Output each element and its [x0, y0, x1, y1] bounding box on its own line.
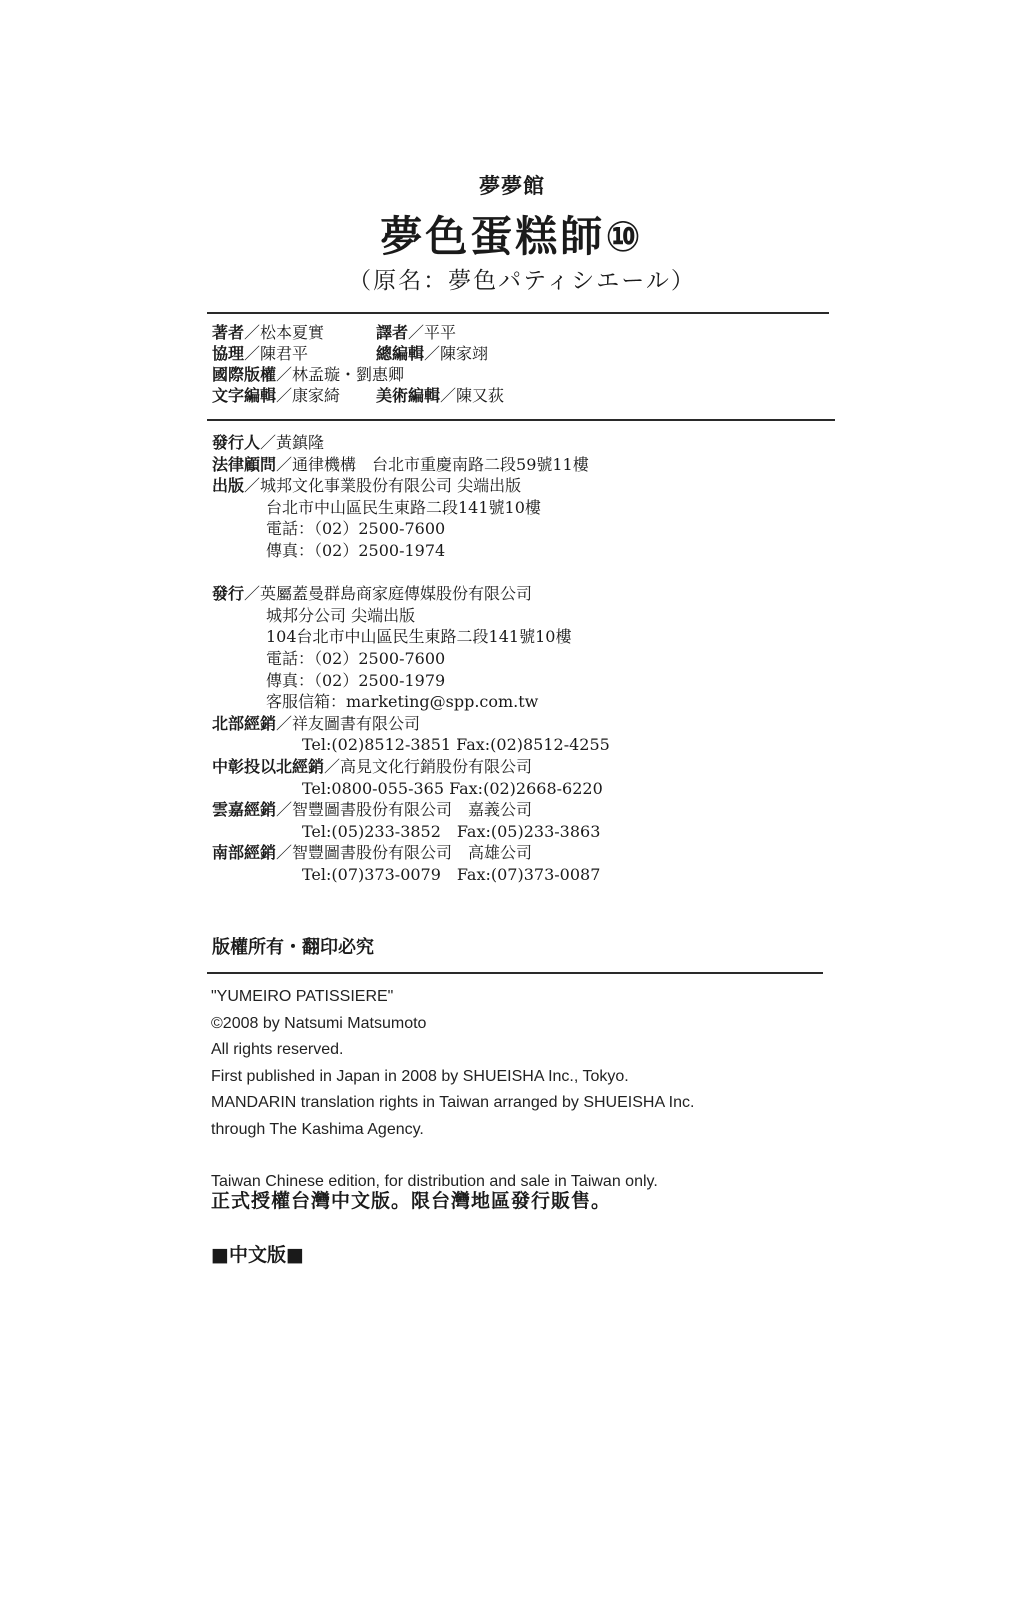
- credit-label: 文字編輯: [212, 386, 277, 405]
- distribution-address: 104台北市中山區民生東路二段141號10樓: [266, 627, 572, 647]
- copyright-line: ©2008 by Natsumi Matsumoto: [211, 1014, 427, 1032]
- publish-address: 台北市中山區民生東路二段141號10樓: [266, 497, 541, 517]
- credit-value: ／陳又荻: [440, 386, 505, 405]
- credit-value: ／陳家翊: [424, 344, 489, 363]
- distribution-value: ／英屬蓋曼群島商家庭傳媒股份有限公司: [244, 584, 533, 604]
- dealer-contact: Tel:(05)233-3852 Fax:(05)233-3863: [302, 821, 601, 841]
- publish-value: ／城邦文化事業股份有限公司 尖端出版: [244, 476, 522, 496]
- dealer-label: 中彰投以北經銷: [212, 756, 325, 776]
- credit-label: 協理: [212, 344, 245, 363]
- credit-label: 譯者: [376, 323, 409, 342]
- copyright-line: All rights reserved.: [211, 1041, 344, 1058]
- divider-bottom: [207, 972, 823, 974]
- copyright-line: through The Kashima Agency.: [211, 1120, 424, 1138]
- edition-mark: ■中文版■: [211, 1244, 304, 1266]
- credit-value: ／松本夏實: [244, 323, 325, 342]
- authorized-notice: 正式授權台灣中文版。限台灣地區發行販售。: [211, 1190, 612, 1212]
- credit-value: ／平平: [408, 323, 457, 342]
- series-name: 夢夢館: [479, 174, 545, 198]
- dealer-value: ／高見文化行銷股份有限公司: [324, 756, 533, 776]
- dealer-label: 北部經銷: [212, 713, 277, 733]
- copyright-line: MANDARIN translation rights in Taiwan arranged by SHUEISHA Inc.: [211, 1094, 695, 1111]
- credit-label: 總編輯: [376, 344, 425, 363]
- credit-row: [212, 364, 504, 385]
- publisher-block: [212, 432, 610, 885]
- distribution-branch: 城邦分公司 尖端出版: [266, 605, 416, 625]
- copyright-line: First published in Japan in 2008 by SHUEISHA Inc., Tokyo.: [211, 1067, 629, 1085]
- publish-fax: 傳真：（02）2500-1974: [266, 540, 446, 560]
- dealer-row: [212, 713, 610, 735]
- dealer-row: [212, 842, 610, 864]
- book-title: 夢色蛋糕師⑩: [380, 212, 644, 261]
- copyright-line: Taiwan Chinese edition, for distribution and sale in Taiwan only.: [211, 1173, 658, 1190]
- credit-row: [212, 385, 504, 406]
- english-copyright: [211, 984, 694, 1196]
- credit-value: ／陳君平: [244, 344, 309, 363]
- credit-value: ／康家綺: [276, 386, 341, 405]
- credit-row: [212, 322, 504, 343]
- credit-label: 國際版權: [212, 365, 277, 384]
- credits-block: [212, 322, 504, 406]
- dealer-contact: Tel:(02)8512-3851 Fax:(02)8512-4255: [302, 735, 610, 755]
- issuer-value: ／黃鎮隆: [260, 433, 325, 452]
- copyright-line: "YUMEIRO PATISSIERE": [211, 988, 394, 1005]
- dealer-label: 雲嘉經銷: [212, 800, 277, 820]
- credit-label: 美術編輯: [376, 386, 441, 405]
- dealer-contact: Tel:0800-055-365 Fax:(02)2668-6220: [302, 778, 603, 798]
- publish-label: 出版: [212, 476, 245, 496]
- dealer-row: [212, 799, 610, 821]
- distribution-tel: 電話：（02）2500-7600: [266, 648, 446, 668]
- credit-value: ／林孟璇・劉惠卿: [276, 365, 405, 384]
- original-title: （原名：夢色パティシエール）: [348, 268, 696, 294]
- credit-row: [212, 343, 504, 364]
- divider-middle: [207, 419, 835, 421]
- distribution-fax: 傳真：（02）2500-1979: [266, 670, 446, 690]
- issuer-label: 發行人: [212, 433, 261, 452]
- spacer: [211, 1143, 694, 1169]
- dealer-contact: Tel:(07)373-0079 Fax:(07)373-0087: [302, 864, 601, 884]
- divider-top: [207, 312, 829, 314]
- dealer-value: ／智豐圖書股份有限公司 嘉義公司: [276, 800, 533, 820]
- legal-label: 法律顧問: [212, 454, 277, 474]
- distribution-email: 客服信箱：marketing@spp.com.tw: [266, 692, 539, 712]
- credit-label: 著者: [212, 323, 245, 342]
- dealer-value: ／祥友圖書有限公司: [276, 713, 421, 733]
- dealer-row: [212, 756, 610, 778]
- dealer-value: ／智豐圖書股份有限公司 高雄公司: [276, 843, 533, 863]
- publish-tel: 電話：（02）2500-7600: [266, 519, 446, 539]
- legal-value: ／通律機構 台北市重慶南路二段59號11樓: [276, 454, 589, 474]
- distribution-label: 發行: [212, 584, 245, 604]
- dealer-label: 南部經銷: [212, 843, 277, 863]
- rights-notice: 版權所有・翻印必究: [212, 937, 374, 958]
